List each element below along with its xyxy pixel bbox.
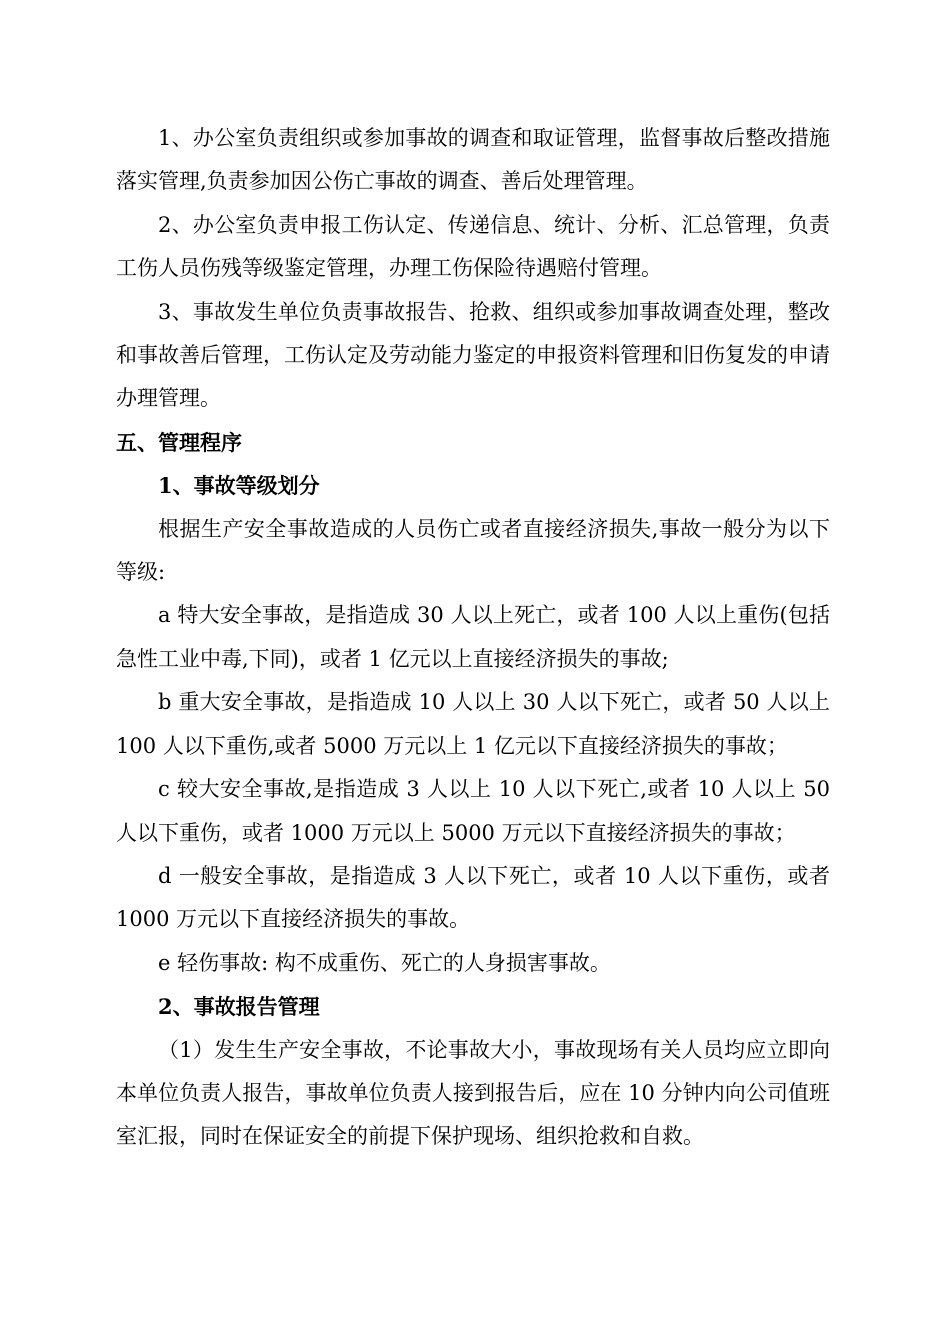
accident-level-a: a 特大安全事故，是指造成 30 人以上死亡，或者 100 人以上重伤(包括急性工业中毒,下同)，或者 1 亿元以上直接经济损失的事故; <box>116 603 830 671</box>
responsibility-paragraph-1: 1、办公室负责组织或参加事故的调查和取证管理，监督事故后整改措施落实管理,负责参加因公伤亡事故的调查、善后处理管理。 <box>116 126 830 194</box>
accident-level-b: b 重大安全事故，是指造成 10 人以上 30 人以下死亡，或者 50 人以上 100 人以下重伤,或者 5000 万元以上 1 亿元以下直接经济损失的事故； <box>116 690 830 758</box>
accident-reporting-paragraph-1: （1）发生生产安全事故，不论事故大小，事故现场有关人员均应立即向本单位负责人报告，事故单位负责人接到报告后，应在 10 分钟内向公司值班室汇报，同时在保证安全的前提下保护现场、组织抢救和自救。 <box>116 1037 830 1149</box>
responsibility-paragraph-3: 3、事故发生单位负责事故报告、抢救、组织或参加事故调查处理，整改和事故善后管理，工伤认定及劳动能力鉴定的申报资料管理和旧伤复发的申请办理管理。 <box>116 299 830 411</box>
subheading-accident-reporting: 2、事故报告管理 <box>158 994 320 1020</box>
subheading-accident-levels: 1、事故等级划分 <box>158 473 320 499</box>
accident-level-c: c 较大安全事故,是指造成 3 人以上 10 人以下死亡,或者 10 人以上 50 人以下重伤，或者 1000 万元以上 5000 万元以下直接经济损失的事故； <box>116 777 830 845</box>
section-heading-management-procedure: 五、管理程序 <box>116 429 242 455</box>
responsibility-paragraph-2: 2、办公室负责申报工伤认定、传递信息、统计、分析、汇总管理，负责工伤人员伤残等级鉴定管理，办理工伤保险待遇赔付管理。 <box>116 212 830 281</box>
document-body <box>116 117 830 1159</box>
accident-level-d: d 一般安全事故，是指造成 3 人以下死亡，或者 10 人以下重伤，或者 1000 万元以下直接经济损失的事故。 <box>116 863 830 932</box>
accident-level-e: e 轻伤事故: 构不成重伤、死亡的人身损害事故。 <box>158 950 611 975</box>
accident-levels-intro: 根据生产安全事故造成的人员伤亡或者直接经济损失,事故一般分为以下等级: <box>116 516 830 585</box>
